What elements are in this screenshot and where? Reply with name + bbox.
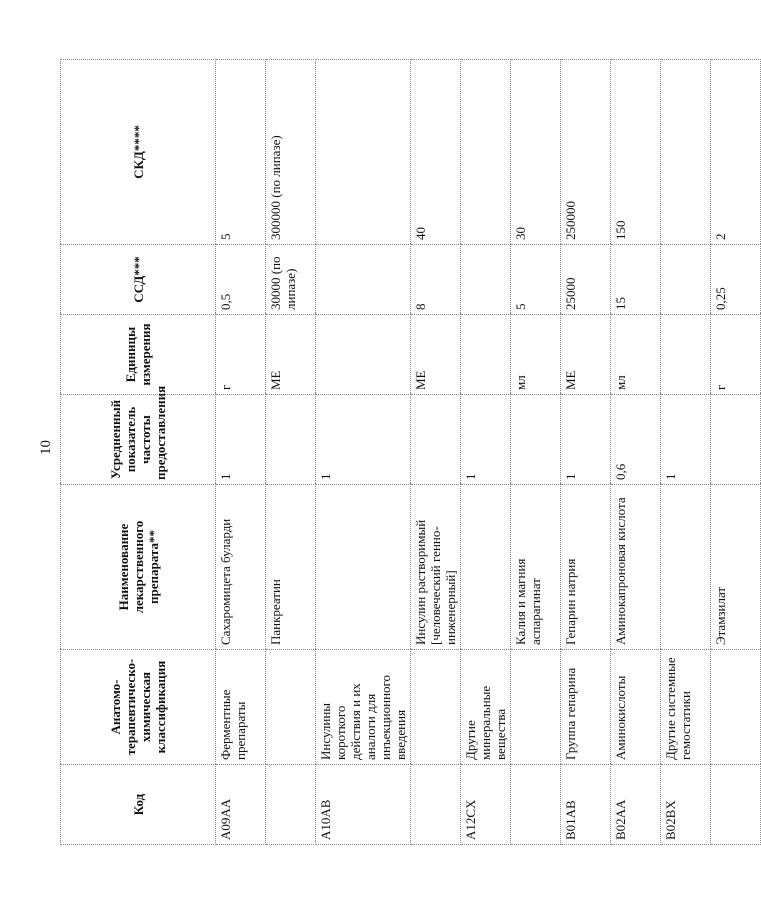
- cell-code: [711, 765, 761, 845]
- cell-skd: [661, 60, 711, 245]
- cell-frequency: 1: [661, 395, 711, 485]
- cell-drug: Гепарин натрия: [561, 485, 611, 650]
- cell-ssd: [661, 245, 711, 315]
- header-skd: СКД****: [61, 60, 216, 245]
- rotated-page: [38, 60, 728, 845]
- cell-code: B02AA: [611, 765, 661, 845]
- header-drug: Наименование лекарственного препарата**: [61, 485, 216, 650]
- table-row: [266, 60, 316, 845]
- cell-code: [511, 765, 561, 845]
- cell-frequency: 1: [461, 395, 511, 485]
- cell-units: [661, 315, 711, 395]
- cell-skd: 40: [411, 60, 461, 245]
- cell-units: г: [711, 315, 761, 395]
- cell-drug: Калия и магния аспарагинат: [511, 485, 561, 650]
- cell-skd: 5: [216, 60, 266, 245]
- table-row: [411, 60, 461, 845]
- cell-units: МЕ: [411, 315, 461, 395]
- cell-frequency: 0,6: [611, 395, 661, 485]
- cell-code: A10AB: [316, 765, 411, 845]
- cell-ssd: 0,25: [711, 245, 761, 315]
- header-code: Код: [61, 765, 216, 845]
- table-row: [316, 60, 411, 845]
- cell-drug: Этамзилат: [711, 485, 761, 650]
- cell-units: МЕ: [266, 315, 316, 395]
- cell-drug: Панкреатин: [266, 485, 316, 650]
- cell-atc: [711, 650, 761, 765]
- header-units: Единицы измерения: [61, 315, 216, 395]
- cell-frequency: [511, 395, 561, 485]
- cell-skd: 150: [611, 60, 661, 245]
- drug-table: [60, 59, 761, 845]
- table-row: [561, 60, 611, 845]
- cell-units: МЕ: [561, 315, 611, 395]
- cell-frequency: 1: [561, 395, 611, 485]
- table-row: [511, 60, 561, 845]
- cell-frequency: [266, 395, 316, 485]
- cell-frequency: [711, 395, 761, 485]
- cell-atc: [411, 650, 461, 765]
- table-row: [611, 60, 661, 845]
- cell-drug: [661, 485, 711, 650]
- cell-ssd: 0,5: [216, 245, 266, 315]
- table-row: [711, 60, 761, 845]
- cell-code: A12CX: [461, 765, 511, 845]
- cell-atc: Ферментные препараты: [216, 650, 266, 765]
- cell-code: [411, 765, 461, 845]
- cell-skd: 300000 (по липазе): [266, 60, 316, 245]
- page-number: 10: [38, 440, 54, 455]
- cell-atc: [511, 650, 561, 765]
- table-row: [661, 60, 711, 845]
- cell-ssd: 25000: [561, 245, 611, 315]
- cell-units: г: [216, 315, 266, 395]
- cell-atc: Группа гепарина: [561, 650, 611, 765]
- cell-atc: Аминокислоты: [611, 650, 661, 765]
- cell-units: [316, 315, 411, 395]
- cell-units: мл: [611, 315, 661, 395]
- cell-atc: Другие минеральные вещества: [461, 650, 511, 765]
- header-row: [61, 60, 216, 845]
- table-row: [461, 60, 511, 845]
- cell-drug: Сахаромицета буларди: [216, 485, 266, 650]
- cell-units: [461, 315, 511, 395]
- cell-code: B01AB: [561, 765, 611, 845]
- cell-ssd: 15: [611, 245, 661, 315]
- cell-skd: 30: [511, 60, 561, 245]
- cell-skd: 2: [711, 60, 761, 245]
- cell-ssd: 8: [411, 245, 461, 315]
- cell-ssd: 5: [511, 245, 561, 315]
- cell-code: [266, 765, 316, 845]
- header-frequency: Усредненный показатель частоты предоставления: [61, 395, 216, 485]
- cell-skd: [461, 60, 511, 245]
- header-atc: Анатомо-терапевтическо-химическая классификация: [61, 650, 216, 765]
- cell-drug: [316, 485, 411, 650]
- cell-atc: Другие системные гемостатики: [661, 650, 711, 765]
- cell-ssd: 30000 (по липазе): [266, 245, 316, 315]
- cell-skd: [316, 60, 411, 245]
- cell-drug: Аминокапроновая кислота: [611, 485, 661, 650]
- cell-frequency: [411, 395, 461, 485]
- cell-frequency: 1: [316, 395, 411, 485]
- cell-ssd: [461, 245, 511, 315]
- cell-code: B02BX: [661, 765, 711, 845]
- table-row: [216, 60, 266, 845]
- cell-frequency: 1: [216, 395, 266, 485]
- cell-units: мл: [511, 315, 561, 395]
- cell-ssd: [316, 245, 411, 315]
- cell-drug: Инсулин растворимый [человеческий генно-инженерный]: [411, 485, 461, 650]
- cell-code: A09AA: [216, 765, 266, 845]
- cell-atc: Инсулины короткого действия и их аналоги для инъекционного введения: [316, 650, 411, 765]
- cell-skd: 250000: [561, 60, 611, 245]
- cell-drug: [461, 485, 511, 650]
- cell-atc: [266, 650, 316, 765]
- header-ssd: ССД***: [61, 245, 216, 315]
